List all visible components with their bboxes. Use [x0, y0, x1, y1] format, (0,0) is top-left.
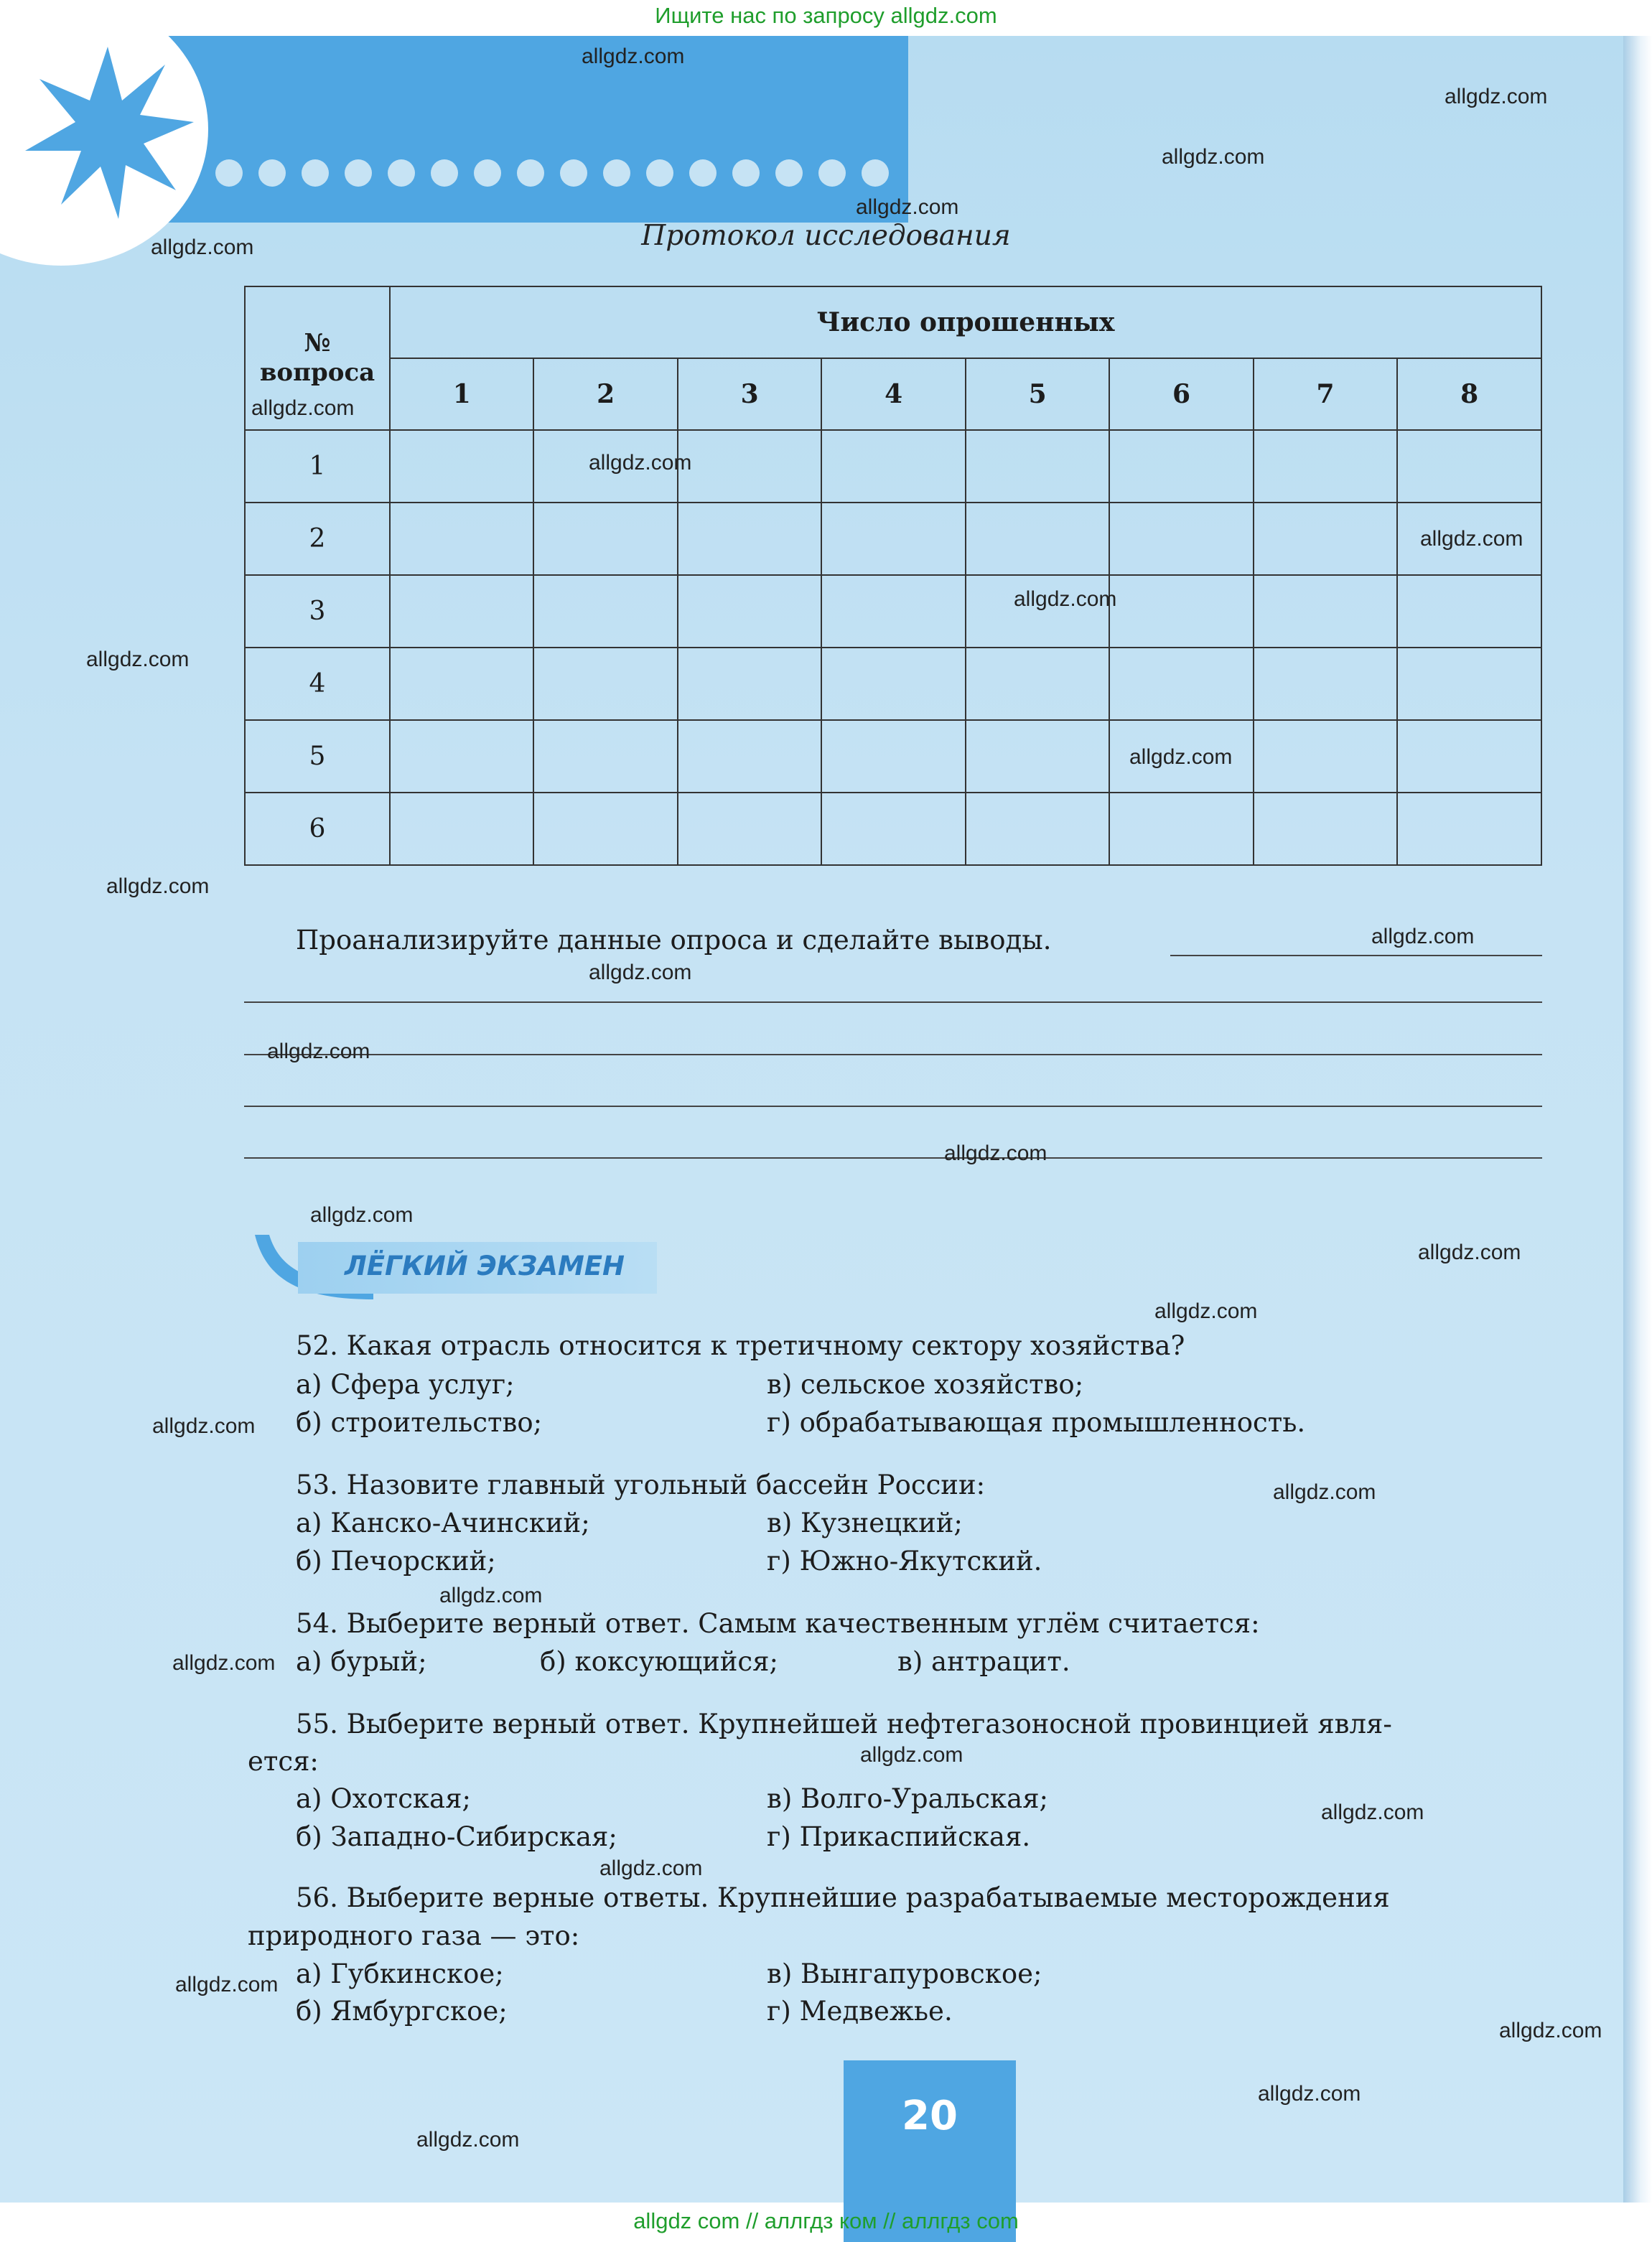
answer-option[interactable]: б) Ямбургское; — [296, 1996, 508, 2027]
watermark: allgdz.com — [86, 648, 190, 671]
watermark: allgdz.com — [1499, 2019, 1602, 2042]
respondent-col-6: 6 — [1109, 358, 1253, 430]
answer-option[interactable]: в) Кузнецкий; — [767, 1508, 963, 1538]
answer-line[interactable] — [244, 1157, 1542, 1159]
answer-option[interactable]: а) Канско-Ачинский; — [296, 1508, 590, 1538]
watermark: allgdz.com — [1273, 1480, 1376, 1504]
answer-line[interactable] — [1170, 955, 1542, 956]
analysis-prompt: Проанализируйте данные опроса и сделайте выводы. — [296, 925, 1052, 956]
watermark: allgdz.com — [175, 1973, 279, 1996]
watermark: allgdz.com — [582, 45, 685, 68]
watermark: allgdz.com — [1014, 587, 1117, 611]
answer-option[interactable]: а) Губкинское; — [296, 1958, 504, 1989]
banner-dot-row — [215, 159, 890, 188]
watermark: allgdz.com — [944, 1141, 1047, 1165]
question-number-cell: 6 — [245, 793, 390, 865]
book-spine-shadow — [1623, 36, 1652, 2203]
watermark: allgdz.com — [310, 1203, 414, 1227]
answer-option[interactable]: б) Западно-Сибирская; — [296, 1821, 617, 1852]
answer-option[interactable]: а) Охотская; — [296, 1783, 471, 1814]
respondent-col-3: 3 — [678, 358, 821, 430]
watermark: allgdz.com — [1162, 145, 1265, 169]
watermark: allgdz.com — [416, 2128, 520, 2152]
watermark: allgdz.com — [1418, 1241, 1521, 1264]
bottom-search-links[interactable]: allgdz com // аллгдз ком // аллгдз com — [633, 2208, 1019, 2233]
question-number-cell: 4 — [245, 648, 390, 720]
watermark: allgdz.com — [251, 396, 355, 420]
table-row — [245, 575, 1541, 648]
page-number: 20 — [902, 2093, 958, 2139]
table-row — [245, 793, 1541, 865]
answer-option[interactable]: в) Вынгапуровское; — [767, 1958, 1042, 1989]
watermark: allgdz.com — [856, 195, 959, 219]
question-number-cell: 5 — [245, 720, 390, 793]
answer-option[interactable]: а) бурый; — [296, 1646, 427, 1677]
answer-line[interactable] — [244, 1106, 1542, 1107]
watermark: allgdz.com — [1420, 527, 1523, 551]
respondent-col-2: 2 — [533, 358, 677, 430]
answer-line[interactable] — [244, 1054, 1542, 1055]
star-burst-icon — [18, 43, 197, 223]
watermark: allgdz.com — [1154, 1299, 1258, 1323]
respondent-col-5: 5 — [966, 358, 1109, 430]
watermark: allgdz.com — [1371, 925, 1475, 948]
watermark: allgdz.com — [1321, 1800, 1424, 1824]
respondent-col-4: 4 — [821, 358, 965, 430]
respondent-col-7: 7 — [1254, 358, 1397, 430]
watermark: allgdz.com — [1258, 2082, 1361, 2106]
respondents-header: Число опрошенных — [390, 286, 1541, 358]
watermark: allgdz.com — [860, 1743, 963, 1767]
watermark: allgdz.com — [589, 961, 692, 984]
answer-option[interactable]: б) строительство; — [296, 1407, 543, 1438]
answer-option[interactable]: в) антрацит. — [897, 1646, 1070, 1677]
respondent-col-1: 1 — [390, 358, 533, 430]
watermark: allgdz.com — [1445, 85, 1548, 108]
watermark: allgdz.com — [151, 235, 254, 259]
watermark: allgdz.com — [267, 1040, 370, 1063]
watermark: allgdz.com — [1129, 745, 1233, 769]
top-search-link[interactable]: Ищите нас по запросу allgdz.com — [655, 3, 997, 28]
watermark: allgdz.com — [106, 874, 210, 898]
protocol-title: Протокол исследования — [641, 220, 1011, 252]
question-number-header: № вопроса — [245, 286, 390, 430]
answer-option[interactable]: а) Сфера услуг; — [296, 1369, 515, 1400]
easy-exam-banner — [248, 1228, 664, 1307]
question-number-cell: 1 — [245, 430, 390, 503]
table-row — [245, 648, 1541, 720]
watermark: allgdz.com — [589, 451, 692, 475]
exam-label: ЛЁГКИЙ ЭКЗАМЕН — [345, 1251, 625, 1281]
respondent-col-8: 8 — [1397, 358, 1541, 430]
answer-option[interactable]: г) Медвежье. — [767, 1996, 953, 2027]
watermark: allgdz.com — [172, 1651, 276, 1675]
watermark: allgdz.com — [439, 1584, 543, 1607]
watermark: allgdz.com — [599, 1856, 703, 1880]
table-row — [245, 503, 1541, 575]
answer-option[interactable]: б) Печорский; — [296, 1546, 496, 1577]
answer-line[interactable] — [244, 1001, 1542, 1003]
question-number-cell: 3 — [245, 575, 390, 648]
table-row — [245, 720, 1541, 793]
protocol-table — [244, 286, 1542, 866]
answer-option[interactable]: б) коксующийся; — [540, 1646, 778, 1677]
answer-option[interactable]: в) Волго-Уральская; — [767, 1783, 1049, 1814]
answer-option[interactable]: г) Прикаспийская. — [767, 1821, 1031, 1852]
answer-option[interactable]: г) обрабатывающая промышленность. — [767, 1407, 1306, 1438]
question-number-cell: 2 — [245, 503, 390, 575]
watermark: allgdz.com — [152, 1414, 256, 1438]
answer-option[interactable]: в) сельское хозяйство; — [767, 1369, 1084, 1400]
table-row — [245, 430, 1541, 503]
answer-option[interactable]: г) Южно-Якутский. — [767, 1546, 1042, 1577]
